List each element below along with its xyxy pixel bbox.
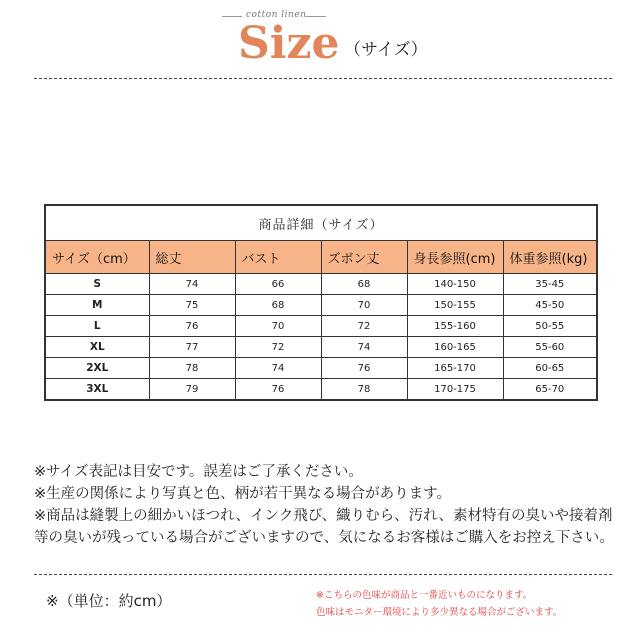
height-ref-cell: 170-175 [407, 379, 503, 401]
size-cell: M [45, 295, 149, 316]
table-row [45, 274, 597, 295]
pants-length-cell: 76 [321, 358, 407, 379]
table-row [45, 316, 597, 337]
bust-cell: 66 [235, 274, 321, 295]
weight-ref-cell: 35-45 [503, 274, 597, 295]
bust-cell: 76 [235, 379, 321, 401]
length-cell: 79 [149, 379, 235, 401]
height-ref-cell: 160-165 [407, 337, 503, 358]
length-cell: 74 [149, 274, 235, 295]
bust-cell: 68 [235, 295, 321, 316]
column-header-bust: バスト [235, 241, 321, 274]
table-row [45, 295, 597, 316]
color-disclaimer-line: ※こちらの色味が商品と一番近いものになります。 [316, 590, 533, 601]
table-row [45, 358, 597, 379]
column-header-weight-ref: 体重参照(kg) [503, 241, 597, 274]
top-dashed-divider [34, 78, 612, 79]
length-cell: 77 [149, 337, 235, 358]
brand-tagline: cotton linen [246, 10, 307, 20]
size-cell: 3XL [45, 379, 149, 401]
height-ref-cell: 155-160 [407, 316, 503, 337]
table-caption: 商品詳細（サイズ） [45, 205, 597, 241]
weight-ref-cell: 60-65 [503, 358, 597, 379]
column-header-length: 総丈 [149, 241, 235, 274]
pants-length-cell: 68 [321, 274, 407, 295]
weight-ref-cell: 55-60 [503, 337, 597, 358]
table-row [45, 379, 597, 401]
note-size-tolerance: ※サイズ表記は目安です。誤差はご了承ください。 [34, 464, 363, 480]
size-table [44, 204, 598, 401]
height-ref-cell: 165-170 [407, 358, 503, 379]
bust-cell: 70 [235, 316, 321, 337]
table-caption-row [45, 205, 597, 241]
height-ref-cell: 150-155 [407, 295, 503, 316]
pants-length-cell: 78 [321, 379, 407, 401]
weight-ref-cell: 45-50 [503, 295, 597, 316]
bust-cell: 74 [235, 358, 321, 379]
height-ref-cell: 140-150 [407, 274, 503, 295]
table-row [45, 337, 597, 358]
bottom-dashed-divider [34, 574, 612, 575]
weight-ref-cell: 65-70 [503, 379, 597, 401]
color-disclaimer-line: 色味はモニター環境により多少異なる場合がございます。 [316, 607, 563, 618]
size-cell: L [45, 316, 149, 337]
note-color-pattern: ※生産の関係により写真と色、柄が若干異なる場合があります。 [34, 486, 451, 502]
size-cell: 2XL [45, 358, 149, 379]
pants-length-cell: 70 [321, 295, 407, 316]
bust-cell: 72 [235, 337, 321, 358]
size-title: Size [238, 18, 340, 69]
column-header-pants-length: ズボン丈 [321, 241, 407, 274]
pants-length-cell: 72 [321, 316, 407, 337]
length-cell: 78 [149, 358, 235, 379]
size-cell: XL [45, 337, 149, 358]
weight-ref-cell: 50-55 [503, 316, 597, 337]
note-sewing-smell: ※商品は縫製上の細かいほつれ、インク飛び、織りむら、汚れ、素材特有の臭いや接着剤等の臭いが残っている場合がございますので、気になるお客様はご購入をお控え下さい。 [34, 508, 614, 546]
unit-note: ※（単位：約cm） [46, 592, 172, 610]
length-cell: 76 [149, 316, 235, 337]
brand-divider-left [222, 16, 242, 17]
length-cell: 75 [149, 295, 235, 316]
notes-block [34, 461, 624, 549]
brand-divider-right [306, 16, 326, 17]
size-cell: S [45, 274, 149, 295]
pants-length-cell: 74 [321, 337, 407, 358]
size-header [0, 0, 640, 80]
table-header-row [45, 241, 597, 274]
column-header-height-ref: 身長参照(cm) [407, 241, 503, 274]
column-header-size: サイズ（cm） [45, 241, 149, 274]
color-disclaimer [316, 587, 616, 621]
size-subtitle: （サイズ） [344, 40, 428, 60]
